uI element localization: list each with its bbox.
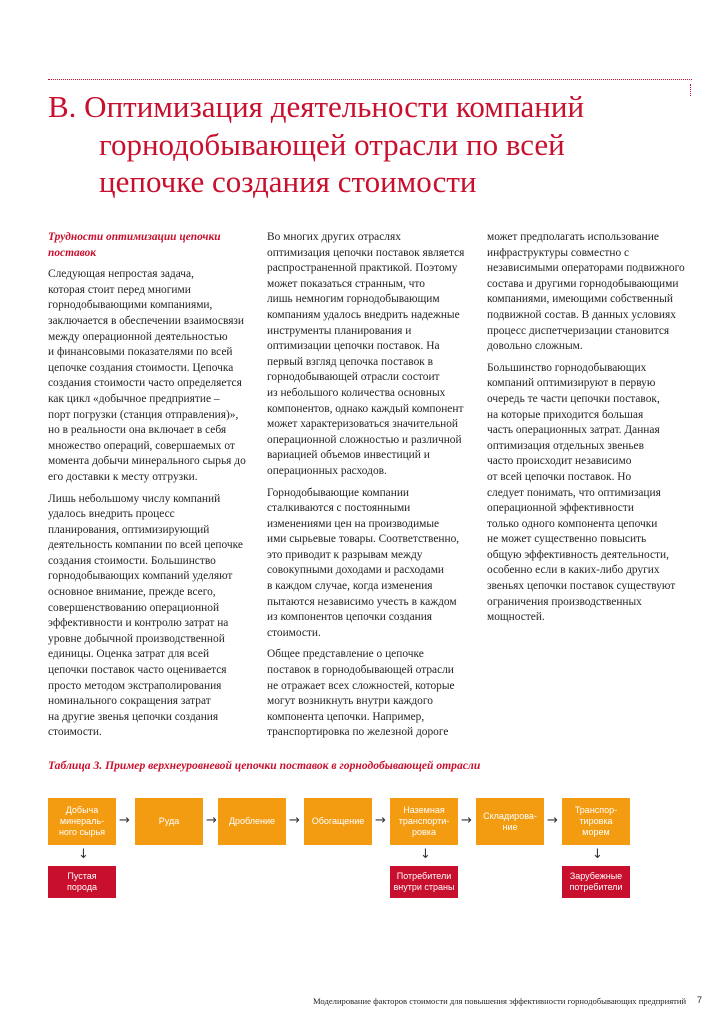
outcome-box xyxy=(48,866,116,898)
heading-line: цепочке создания стоимости xyxy=(99,164,477,199)
text-line: заключается в обеспечении взаимосвязи xyxy=(48,314,245,327)
text-line: мощностей. xyxy=(487,611,545,624)
subsection-heading xyxy=(48,230,256,261)
text-line: распространенной практикой. Поэтому xyxy=(267,262,458,275)
text-line: удалось внедрить процесс xyxy=(48,508,175,521)
text-line: операционной эффективности xyxy=(487,502,634,515)
column-2 xyxy=(267,230,479,747)
text-line: компонентов, однако каждый компонент xyxy=(267,402,464,415)
text-line: общую эффективность деятельности, xyxy=(487,548,669,561)
text-line: горнодобывающими компаниями, xyxy=(48,299,213,312)
box-label-line: Наземная xyxy=(403,805,445,815)
paragraph xyxy=(267,486,479,642)
text-line: но в реальности она включает в себя xyxy=(48,424,227,437)
text-line: транспортировка по железной дороге xyxy=(267,726,449,739)
down-arrow-icon: ↓ xyxy=(592,847,603,862)
text-line: цепочке создания стоимости. Цепочка xyxy=(48,361,234,374)
heading-line: горнодобывающей отрасли по всей xyxy=(99,126,565,162)
text-line: сталкиваются с постоянными xyxy=(267,502,411,515)
box-label-line: внутри страны xyxy=(393,882,455,892)
text-line: компаниям удалось внедрить надежные xyxy=(267,308,460,321)
paragraph xyxy=(48,267,256,485)
text-line: уровне добычной производственной xyxy=(48,632,225,645)
table-title: Таблица 3. Пример верхнеуровневой цепочки поставок в горнодобывающей отрасли xyxy=(48,759,481,772)
column-1 xyxy=(48,230,256,747)
text-line: создания стоимости. Большинство xyxy=(48,554,216,567)
section-heading xyxy=(48,88,688,201)
flow-arrow-icon: → xyxy=(547,813,558,828)
text-line: подвижной состав. В данных условиях xyxy=(487,308,676,321)
flow-arrow-icon: → xyxy=(289,813,300,828)
text-line: Горнодобывающие компании xyxy=(267,486,410,499)
box-label-line: Складирова- xyxy=(483,810,537,821)
box-label-line: Обогащение xyxy=(311,816,365,826)
text-line: которая стоит перед многими xyxy=(48,283,191,296)
text-line: деятельность компании по всей цепочке xyxy=(48,539,243,552)
paragraph xyxy=(267,647,479,741)
text-line: просто методом экстраполирования xyxy=(48,679,222,692)
flow-arrow-icon: → xyxy=(461,813,472,828)
paragraph xyxy=(487,230,687,355)
flow-arrow-icon: → xyxy=(206,813,217,828)
box-label-line: Пустая xyxy=(67,871,97,881)
box-label-line: тировка xyxy=(579,816,613,826)
stage-box xyxy=(390,798,458,845)
text-line: и финансовыми показателями по всей xyxy=(48,346,233,359)
paragraph xyxy=(48,492,256,742)
column-3 xyxy=(487,230,687,632)
text-line: эффективности и контролю затрат на xyxy=(48,617,229,630)
flow-arrow-icon: → xyxy=(375,813,386,828)
text-line: на которые приходится большая xyxy=(487,408,644,421)
text-line: довольно сложным. xyxy=(487,340,583,353)
text-line: горнодобывающих компаний уделяют xyxy=(48,570,233,583)
box-label-line: морем xyxy=(582,827,610,837)
text-line: изменениями цен на производимые xyxy=(267,517,440,530)
text-line: оптимизация цепочки поставок является xyxy=(267,246,465,259)
stage-box xyxy=(135,798,203,845)
text-line: в каждом случае, когда изменения xyxy=(267,580,433,593)
text-line: не отражает всех сложностей, которые xyxy=(267,679,455,692)
text-line: стоимости. xyxy=(48,726,102,739)
text-line: на другие звенья цепочки создания xyxy=(48,710,219,723)
text-line: Следующая непростая задача, xyxy=(48,268,194,281)
stage-box xyxy=(218,798,286,845)
box-label-line: потребители xyxy=(569,882,623,892)
box-label-line: ние xyxy=(502,821,518,832)
text-line: от всей цепочки поставок. Но xyxy=(487,470,632,483)
stage-box xyxy=(304,798,372,845)
box-label-line: Дробление xyxy=(228,816,276,826)
box-label-line: Руда xyxy=(158,816,180,826)
text-line: из небольшого количества основных xyxy=(267,386,446,399)
text-line: инструменты планирования и xyxy=(267,324,412,337)
text-line: между операционной деятельностью xyxy=(48,330,228,343)
text-line: лишь немногим горнодобывающим xyxy=(267,293,440,306)
text-line: особенно если в каких-либо других xyxy=(487,564,660,577)
text-line: компаниями, имеющими собственный xyxy=(487,293,673,306)
text-line: независимыми операторами подвижного xyxy=(487,262,685,275)
text-line: не может существенно повысить xyxy=(487,533,647,546)
text-line: стоимости. xyxy=(267,626,321,639)
text-line: это приводит к разрывам между xyxy=(267,548,423,561)
text-line: Во многих других отраслях xyxy=(267,231,401,243)
stage-box xyxy=(476,798,544,845)
page-footer: Моделирование факторов стоимости для повышения эффективности горнодобывающих предприятий xyxy=(313,996,687,1006)
box-label-line: порода xyxy=(67,882,97,892)
text-line: может предполагать использование xyxy=(487,231,659,243)
text-line: часть операционных затрат. Данная xyxy=(487,424,660,437)
text-line: момента добычи минерального сырья до xyxy=(48,455,246,468)
text-line: инфраструктуры совместно с xyxy=(487,246,630,259)
text-line: множество операций, совершаемых от xyxy=(48,439,235,452)
text-line: компаний оптимизируют в первую xyxy=(487,377,656,390)
text-line: из компонентов цепочки создания xyxy=(267,611,433,624)
box-label-line: Добыча xyxy=(65,805,99,815)
paragraph xyxy=(267,230,479,480)
text-line: единицы. Оценка затрат для всей xyxy=(48,648,210,661)
flow-arrow-icon: → xyxy=(119,813,130,828)
text-line: только одного компонента цепочки xyxy=(487,517,658,530)
text-line: может показаться странным, что xyxy=(267,277,425,290)
text-line: порт погрузки (станция отправления)», xyxy=(48,408,239,421)
heading-line: B. Оптимизация деятельности компаний xyxy=(48,89,585,124)
subhead-line: Трудности оптимизации цепочки xyxy=(48,231,221,243)
text-line: пытаются независимо учесть в каждом xyxy=(267,595,457,608)
box-label-line: ровка xyxy=(412,827,436,837)
text-line: оптимизации цепочки поставок. На xyxy=(267,340,440,353)
text-line: первый взгляд цепочка поставок в xyxy=(267,355,434,368)
text-line: основное внимание, прежде всего, xyxy=(48,586,216,599)
box-label-line: ного сырья xyxy=(58,827,106,837)
text-line: очередь те части цепочки поставок, xyxy=(487,392,660,405)
text-line: совершенствованию операционной xyxy=(48,601,220,614)
text-line: ограничения производственных xyxy=(487,595,642,608)
text-line: ими сырьевые товары. Соответственно, xyxy=(267,533,460,546)
text-line: Лишь небольшому числу компаний xyxy=(48,492,221,505)
text-line: звеньях цепочки поставок существуют xyxy=(487,580,676,593)
down-arrow-icon: ↓ xyxy=(420,847,431,862)
text-line: его доставки к месту отгрузки. xyxy=(48,470,198,483)
text-line: Большинство горнодобывающих xyxy=(487,361,647,374)
text-line: цепочки поставок часто оценивается xyxy=(48,664,227,677)
text-line: как цикл «добычное предприятие – xyxy=(48,392,220,405)
box-label-line: Зарубежные xyxy=(569,871,623,881)
text-line: компонента цепочки. Например, xyxy=(267,710,425,723)
subhead-line: поставок xyxy=(48,246,97,259)
text-line: совокупными доходами и расходами xyxy=(267,564,445,577)
text-line: поставок в горнодобывающей отрасли xyxy=(267,664,454,677)
stage-box xyxy=(562,798,630,845)
text-line: Общее представление о цепочке xyxy=(267,648,424,661)
text-line: создания стоимости часто определяется xyxy=(48,377,242,390)
text-line: вариацией объемов инвестиций и xyxy=(267,449,430,462)
text-line: планирования, оптимизирующий xyxy=(48,523,210,536)
text-line: могут возникнуть внутри каждого xyxy=(267,695,433,708)
outcome-box xyxy=(390,866,458,898)
page-number: 7 xyxy=(697,995,703,1005)
text-line: часто происходит независимо xyxy=(487,455,632,468)
text-line: горнодобывающей отрасли состоит xyxy=(267,371,440,384)
top-right-tick xyxy=(690,84,692,96)
text-line: операционных расходов. xyxy=(267,464,387,477)
text-line: номинального сокращения затрат xyxy=(48,695,211,708)
box-label-line: минераль- xyxy=(59,816,105,826)
box-label-line: Транспор- xyxy=(574,805,618,815)
box-label-line: транспорти- xyxy=(398,816,450,826)
text-line: операционной сложностью и различной xyxy=(267,433,462,446)
text-line: следует понимать, что оптимизация xyxy=(487,486,661,499)
paragraph xyxy=(487,361,687,626)
down-arrow-icon: ↓ xyxy=(78,847,89,862)
box-label-line: Потребители xyxy=(396,871,452,881)
stage-box xyxy=(48,798,116,845)
text-line: процесс диспетчеризации становится xyxy=(487,324,670,337)
outcome-box xyxy=(562,866,630,898)
top-dotted-rule xyxy=(48,79,692,80)
text-line: состава и другими горнодобывающими xyxy=(487,277,679,290)
text-line: оптимизация отдельных звеньев xyxy=(487,439,644,452)
text-line: может характеризоваться значительной xyxy=(267,418,459,431)
